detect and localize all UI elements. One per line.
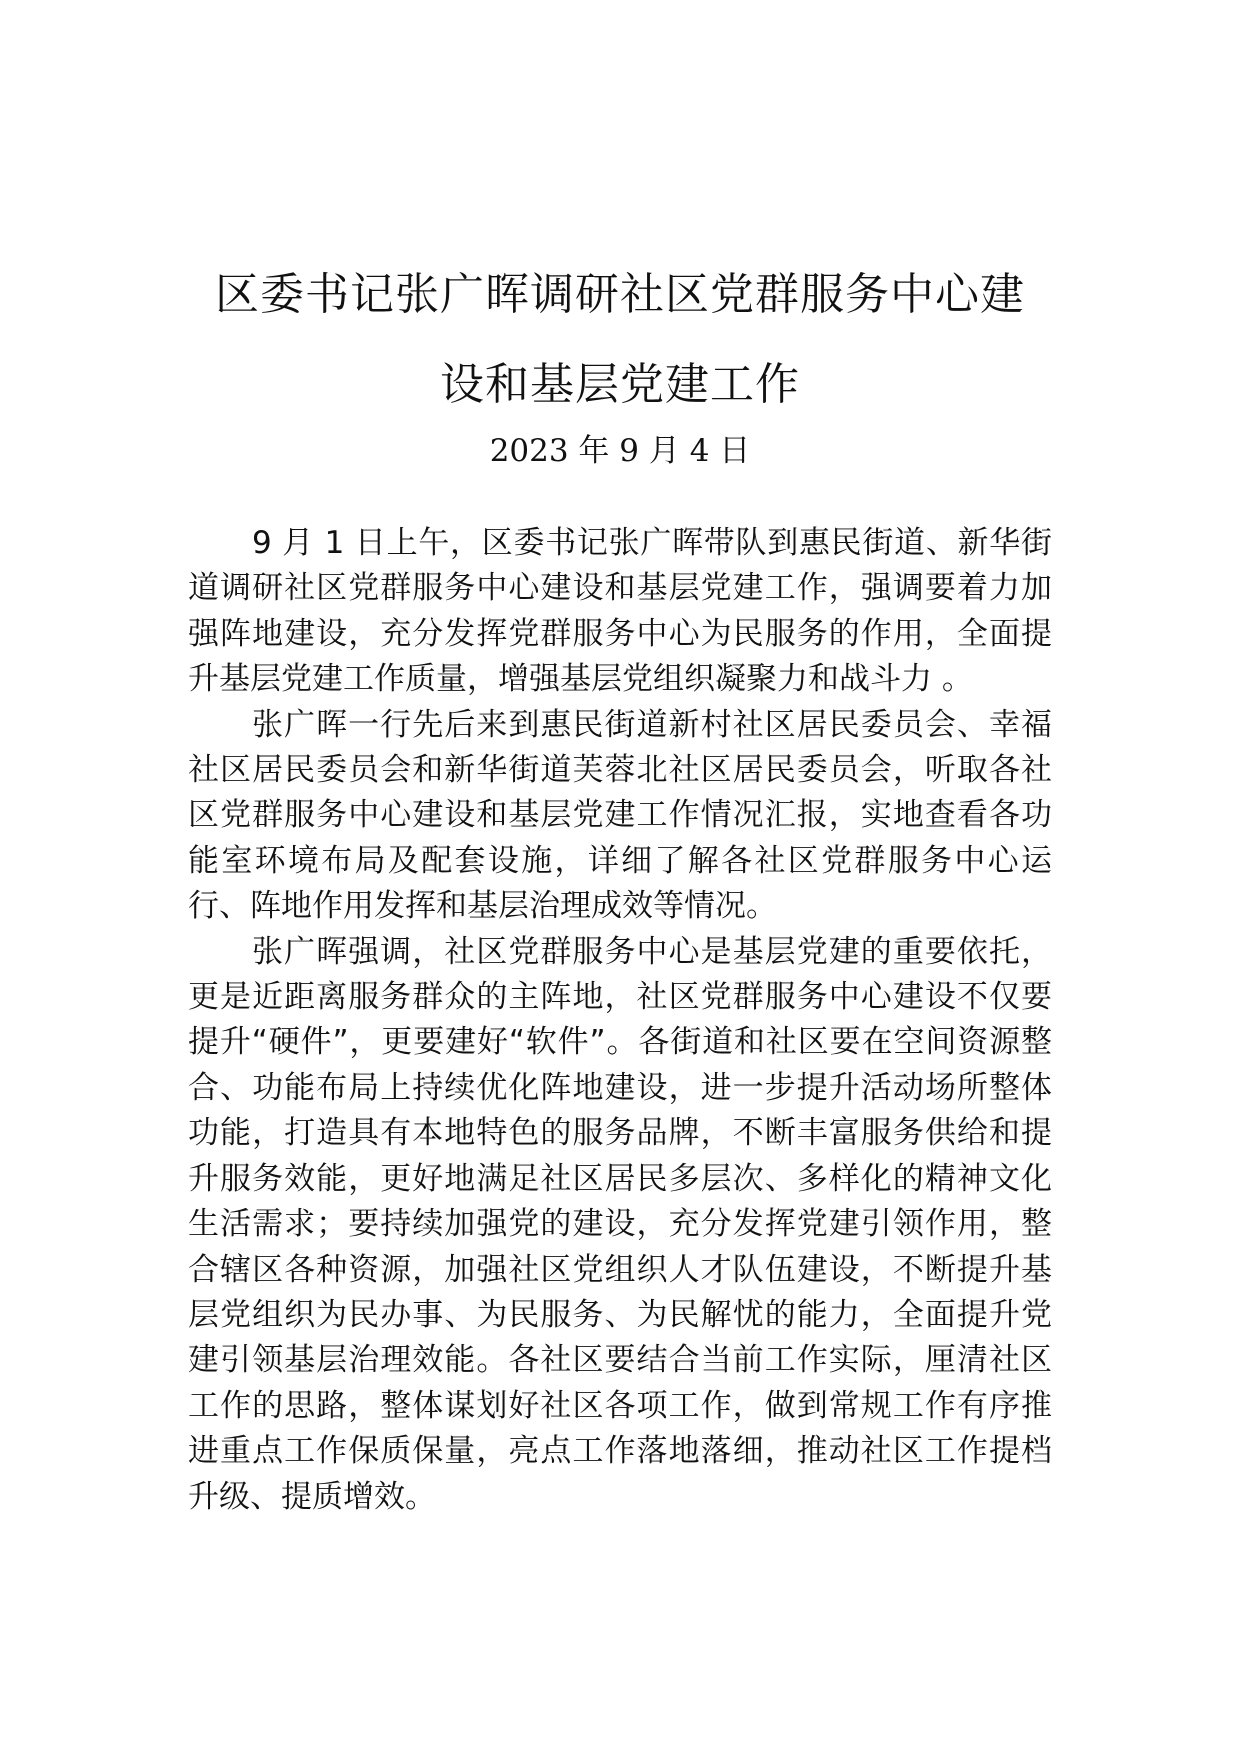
paragraph-1: 9 月 1 日上午，区委书记张广晖带队到惠民街道、新华街道调研社区党群服务中心建设和基层党建工作，强调要着力加强阵地建设，充分发挥党群服务中心为民服务的作用，全面提升基层党建工作质量，增强基层党组织凝聚力和战斗力 。 — [188, 525, 1052, 698]
document-date: 2023 年 9 月 4 日 — [489, 433, 751, 469]
document-title-line-2: 设和基层党建工作 — [440, 359, 800, 410]
paragraph-2: 张广晖一行先后来到惠民街道新村社区居民委员会、幸福社区居民委员会和新华街道芙蓉北社区居民委员会，听取各社区党群服务中心建设和基层党建工作情况汇报，实地查看各功能室环境布局及配套设施，详细了解各社区党群服务中心运行、阵地作用发挥和基层治理成效等情况。 — [188, 706, 1052, 925]
document-body — [188, 521, 1052, 1520]
document-title-line-1: 区委书记张广晖调研社区党群服务中心建 — [215, 269, 1025, 320]
paragraph-3: 张广晖强调，社区党群服务中心是基层党建的重要依托，更是近距离服务群众的主阵地，社区党群服务中心建设不仅要提升“硬件”，更要建好“软件”。各街道和社区要在空间资源整合、功能布局上持续优化阵地建设，进一步提升活动场所整体功能，打造具有本地特色的服务品牌，不断丰富服务供给和提升服务效能，更好地满足社区居民多层次、多样化的精神文化生活需求；要持续加强党的建设，充分发挥党建引领作用，整合辖区各种资源，加强社区党组织人才队伍建设，不断提升基层党组织为民办事、为民服务、为民解忧的能力，全面提升党建引领基层治理效能。各社区要结合当前工作实际，厘清社区工作的思路，整体谋划好社区各项工作，做到常规工作有序推进重点工作保质保量，亮点工作落地落细，推动社区工作提档升级、提质增效。 — [188, 933, 1052, 1515]
